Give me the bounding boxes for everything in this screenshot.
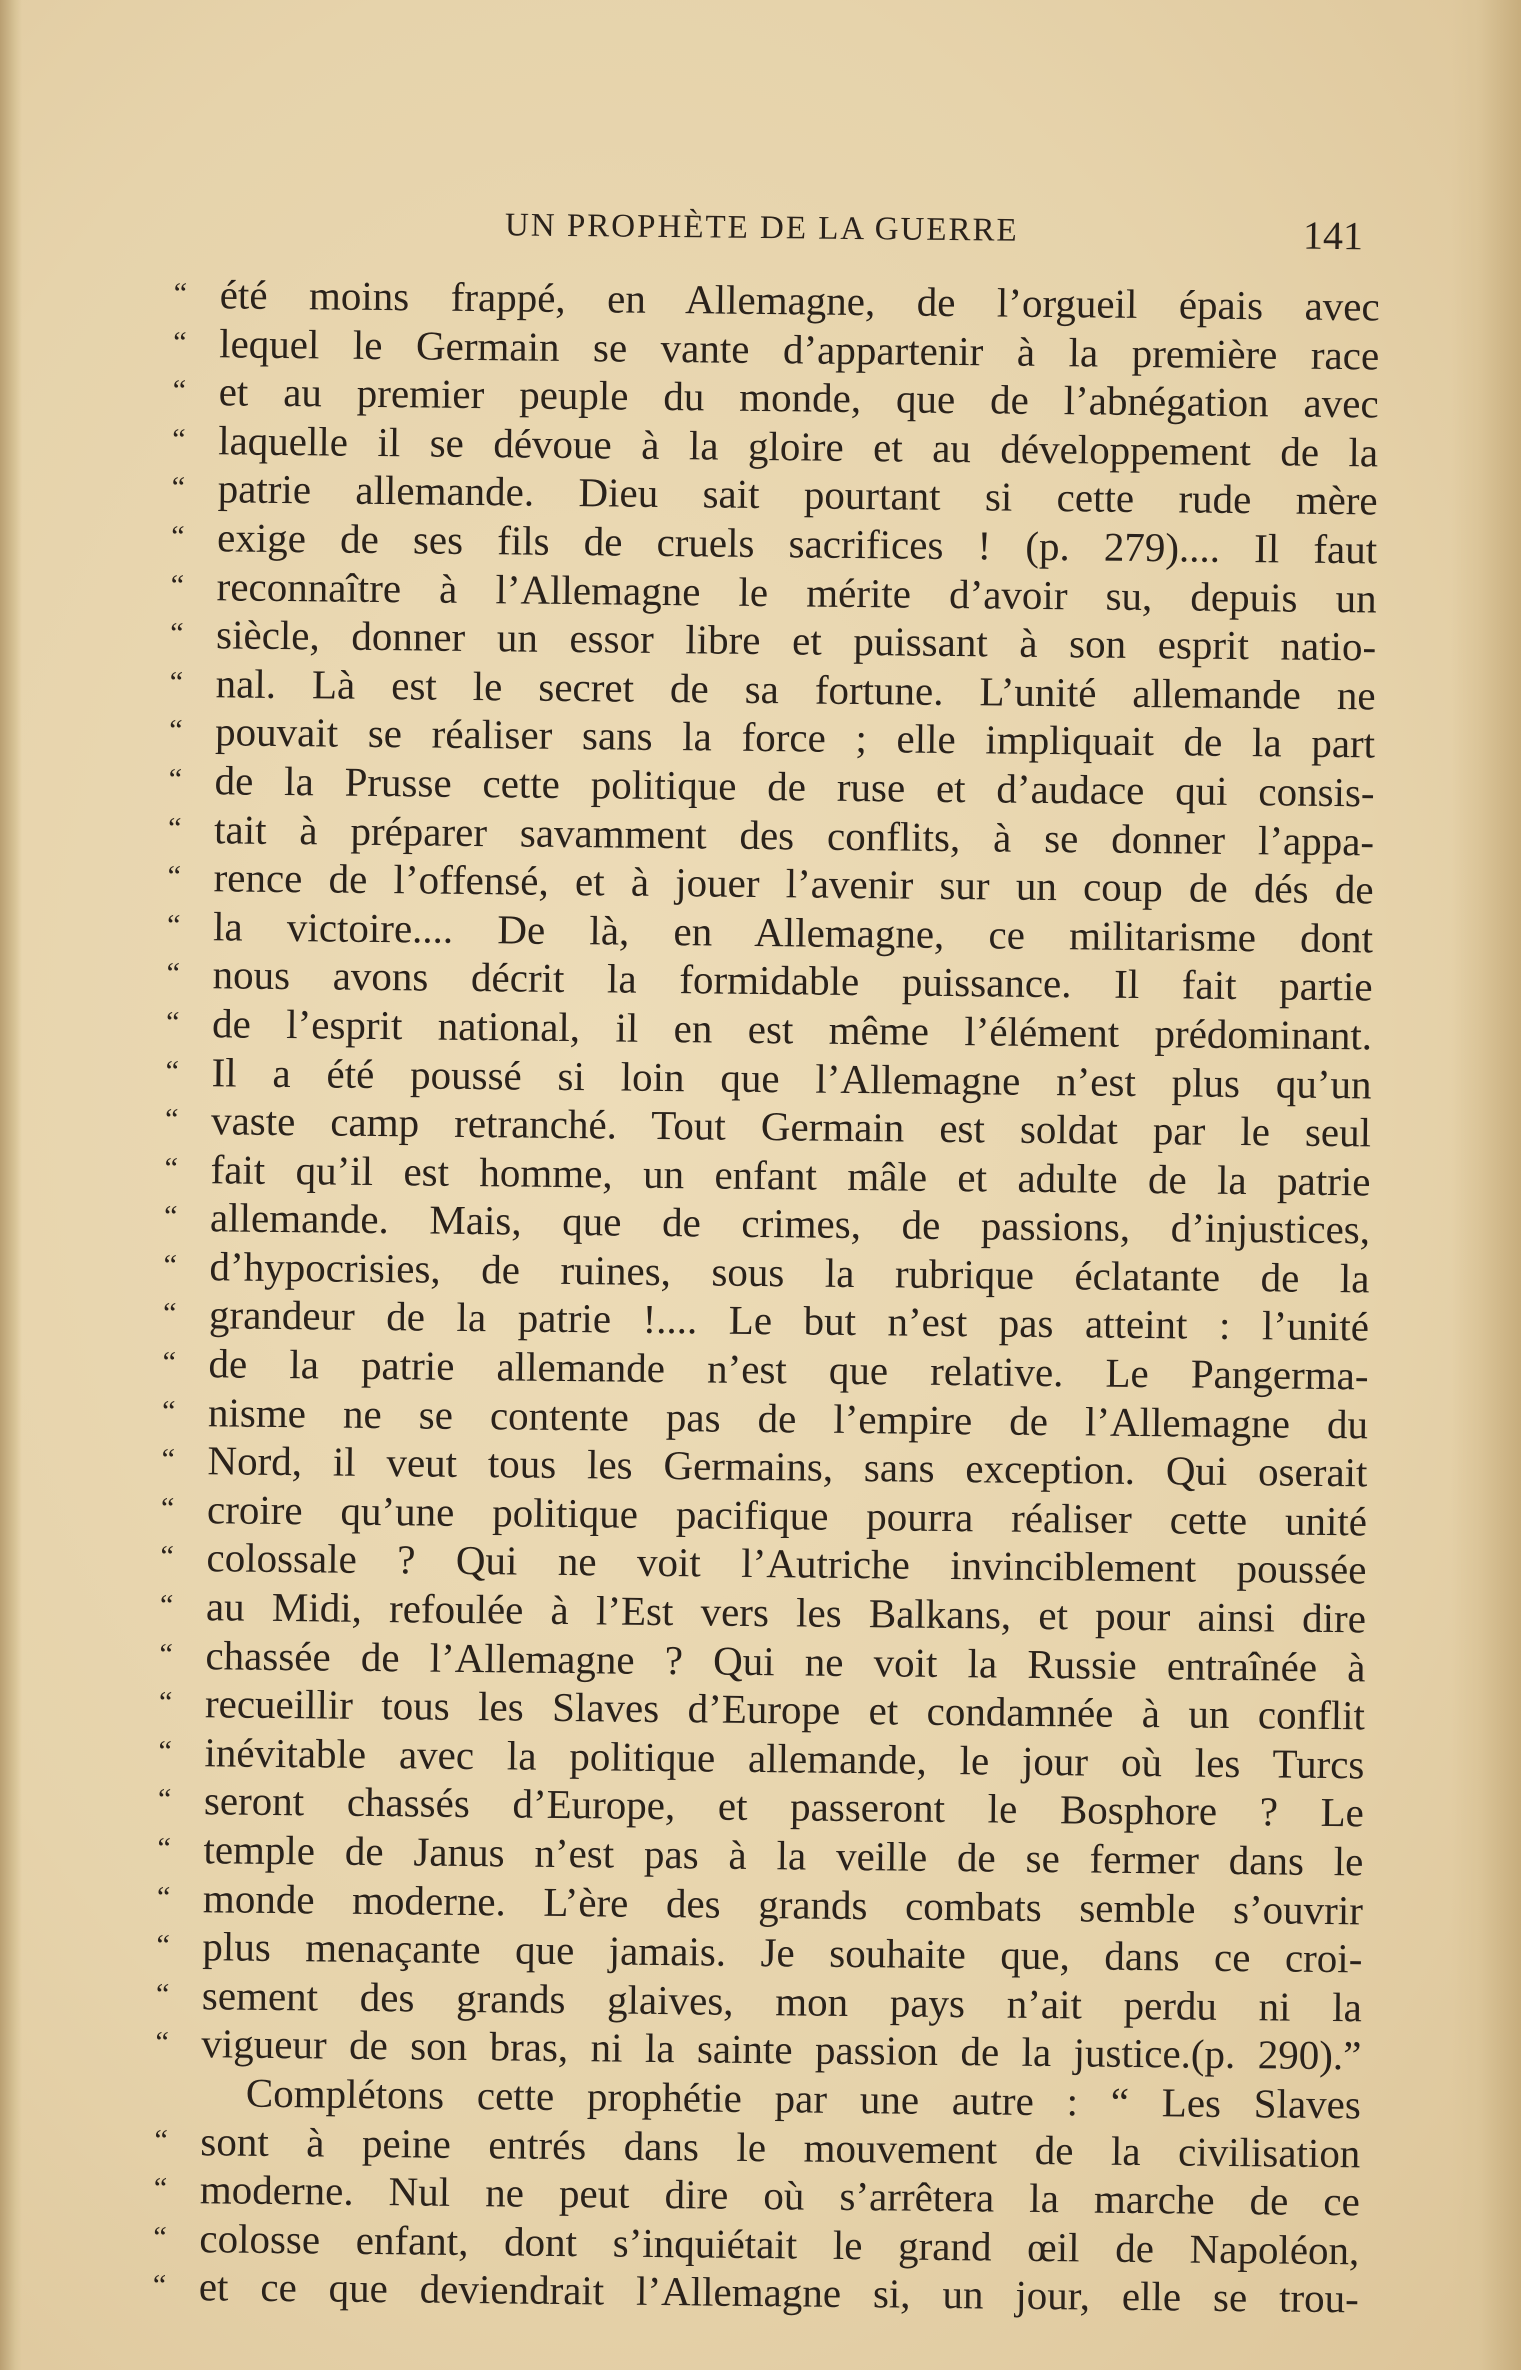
quote-mark: “ <box>153 2171 168 2206</box>
line-text: rence de l’offensé, et à jouer l’avenir sur un coup de dés de <box>213 854 1374 913</box>
line-text: de la Prusse cette politique de ruse et d’audace qui consis- <box>214 757 1375 816</box>
line-text: patrie allemande. Dieu sait pourtant si cette rude mère <box>217 465 1378 524</box>
line-text: croire qu’une politique pacifique pourra réaliser cette unité <box>206 1486 1368 1545</box>
quote-mark: “ <box>157 1783 172 1817</box>
quote-mark: “ <box>166 957 181 991</box>
quote-mark: “ <box>155 1977 170 2011</box>
line-text: exige de ses fils de cruels sacrifices ! (p. 279).... Il faut <box>216 514 1378 573</box>
line-text: sont à peine entrés dans le mouvement de la civilisation <box>200 2117 1361 2176</box>
quote-mark: “ <box>171 471 186 505</box>
line-text: seront chassés d’Europe, et passeront le Bosphore ? Le <box>203 1777 1365 1836</box>
quote-mark: “ <box>165 1054 180 1088</box>
line-text: grandeur de la patrie !.... Le but n’est pas atteint : l’unité <box>208 1291 1370 1350</box>
line-text: d’hypocrisies, de ruines, sous la rubrique éclatante de la <box>209 1243 1370 1302</box>
line-text: au Midi, refoulée à l’Est vers les Balkans, et pour ainsi dire <box>205 1583 1367 1642</box>
quote-mark: “ <box>161 1394 176 1428</box>
quote-mark: “ <box>160 1540 175 1574</box>
quote-mark: “ <box>162 1345 177 1379</box>
line-text: pouvait se réaliser sans la force ; elle impliquait de la part <box>214 708 1376 767</box>
quote-mark: “ <box>169 714 183 748</box>
quote-mark: “ <box>159 1637 174 1671</box>
line-text: siècle, donner un essor libre et puissant à son esprit natio- <box>215 611 1377 670</box>
quote-mark: “ <box>170 616 184 651</box>
quote-mark: “ <box>155 2026 169 2060</box>
quote-mark: “ <box>156 1928 170 1963</box>
line-text: de l’esprit national, il en est même l’élément prédominant. <box>211 1000 1373 1059</box>
body-text <box>152 270 1380 2323</box>
line-text: chassée de l’Allemagne ? Qui ne voit la Russie entraînée à <box>205 1631 1366 1691</box>
quote-mark: “ <box>164 1102 179 1137</box>
line-text: nous avons décrit la formidable puissance. Il fait partie <box>212 951 1373 1010</box>
line-text: allemande. Mais, que de crimes, de passions, d’injustices, <box>209 1194 1371 1253</box>
line-text: temple de Janus n’est pas à la veille de se fermer dans le <box>203 1826 1364 1885</box>
line-text: Il a été poussé si loin que l’Allemagne n’est plus qu’un <box>211 1048 1372 1107</box>
quote-mark: “ <box>164 1151 179 1185</box>
quote-mark: “ <box>172 422 186 456</box>
line-text: lequel le Germain se vante d’appartenir à la première race <box>218 319 1380 379</box>
quote-mark: “ <box>167 859 182 894</box>
line-text: Nord, il veut tous les Germains, sans exception. Qui oserait <box>207 1437 1368 1496</box>
quote-mark: “ <box>161 1443 176 1477</box>
line-text: été moins frappé, en Allemagne, de l’orgueil épais avec <box>219 271 1380 330</box>
line-text: plus menaçante que jamais. Je souhaite que, dans ce croi- <box>202 1923 1363 1982</box>
quote-mark: “ <box>167 811 182 845</box>
line-text: Complétons cette prophétie par une autre : “ Les Slaves <box>245 2069 1362 2128</box>
line-text: vaste camp retranché. Tout Germain est soldat par le seul <box>210 1097 1372 1156</box>
quote-mark: “ <box>173 276 188 310</box>
running-header: UN PROPHÈTE DE LA GUERRE <box>504 207 1019 249</box>
quote-mark: “ <box>159 1588 174 1622</box>
quote-mark: “ <box>168 762 183 796</box>
quote-mark: “ <box>163 1248 178 1282</box>
quote-mark: “ <box>165 1005 180 1039</box>
quote-mark: “ <box>166 908 181 942</box>
page-number: 141 <box>1302 212 1364 259</box>
quote-mark: “ <box>158 1734 172 1768</box>
quote-mark: “ <box>160 1491 175 1525</box>
line-text: et ce que deviendrait l’Allemagne si, un jour, elle se trou- <box>198 2263 1360 2322</box>
page-gutter-shadow <box>0 0 22 2370</box>
line-text: de la patrie allemande n’est que relative. Le Pangerma- <box>208 1340 1369 1399</box>
quote-mark: “ <box>173 325 187 359</box>
page-edge-shadow <box>1451 0 1521 2370</box>
quote-mark: “ <box>153 2220 167 2254</box>
quote-mark: “ <box>170 568 185 602</box>
line-text: colosse enfant, dont s’inquiétait le grand œil de Napoléon, <box>199 2214 1360 2274</box>
quote-mark: “ <box>156 1880 171 1914</box>
quote-mark: “ <box>154 2123 168 2157</box>
quote-mark: “ <box>169 665 184 699</box>
line-text: tait à préparer savamment des conflits, à se donner l’appa- <box>213 805 1375 864</box>
line-text: et au premier peuple du monde, que de l’abnégation avec <box>218 368 1379 427</box>
line-text: nal. Là est le secret de sa fortune. L’unité allemande ne <box>215 660 1376 719</box>
line-text: recueillir tous les Slaves d’Europe et condamnée à un conflit <box>204 1680 1366 1739</box>
quote-mark: “ <box>163 1200 178 1234</box>
quote-mark: “ <box>158 1685 173 1720</box>
line-text: sement des grands glaives, mon pays n’ait perdu ni la <box>201 1972 1363 2031</box>
line-text: inévitable avec la politique allemande, le jour où les Turcs <box>204 1729 1365 1788</box>
line-text: nisme ne se contente pas de l’empire de l’Allemagne du <box>207 1388 1369 1448</box>
line-text: vigueur de son bras, ni la sainte passion de la justice.(p. 290).” <box>201 2020 1362 2079</box>
line-text: fait qu’il est homme, un enfant mâle et adulte de la patrie <box>210 1145 1371 1205</box>
quote-mark: “ <box>172 374 187 408</box>
line-text: colossale ? Qui ne voit l’Autriche invinciblement poussée <box>206 1534 1367 1593</box>
line-text: la victoire.... De là, en Allemagne, ce militarisme dont <box>212 902 1374 962</box>
quote-mark: “ <box>162 1297 177 1331</box>
line-text: monde moderne. L’ère des grands combats semble s’ouvrir <box>202 1874 1364 1933</box>
quote-mark: “ <box>171 519 185 553</box>
quote-mark: “ <box>152 2269 167 2303</box>
line-text: laquelle il se dévoue à la gloire et au développement de la <box>217 417 1379 476</box>
line-text: moderne. Nul ne peut dire où s’arrêtera la marche de ce <box>199 2166 1361 2225</box>
quote-mark: “ <box>157 1831 171 1865</box>
line-text: reconnaître à l’Allemagne le mérite d’avoir su, depuis un <box>216 562 1377 622</box>
